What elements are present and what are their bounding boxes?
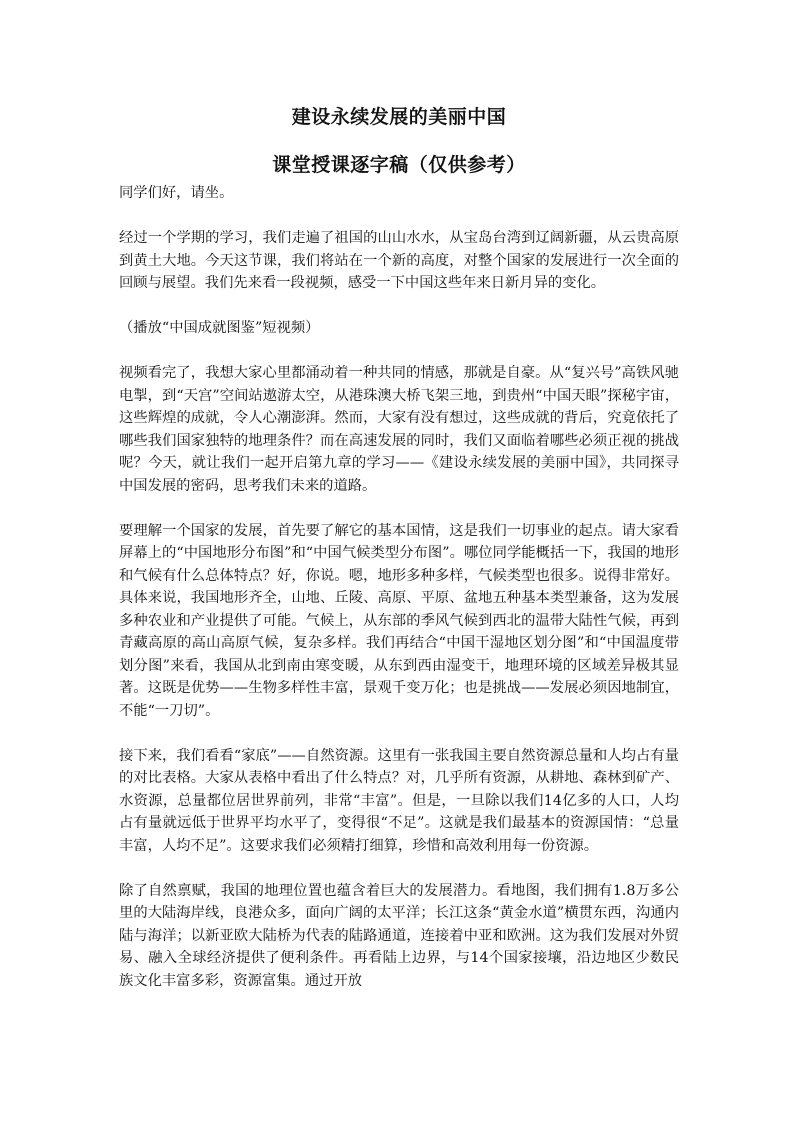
paragraph-geographic-location: 除了自然禀赋，我国的地理位置也蕴含着巨大的发展潜力。看地图，我们拥有1.8万多公里的大陆海岸线，良港众多，面向广阔的太平洋；长江这条“黄金水道”横贯东西，沟通内陆与海洋；以新亚欧大陆桥为代表的陆路通道，连接着中亚和欧洲。这为我们发展对外贸易、融入全球经济提供了便利条件。再看陆上边界，与14个国家接壤，沿边地区少数民族文化丰富多彩，资源富集。通过开放 [119,882,679,989]
paragraph-national-conditions: 要理解一个国家的发展，首先要了解它的基本国情，这是我们一切事业的起点。请大家看屏幕上的“中国地形分布图”和“中国气候类型分布图”。哪位同学能概括一下，我国的地形和气候有什么总体特点？好，你说。嗯，地形多种多样，气候类型也很多。说得非常好。具体来说，我国地形齐全，山地、丘陵、高原、平原、盆地五种基本类型兼备，这为发展多种农业和产业提供了可能。气候上，从东部的季风气候到西北的温带大陆性气候，再到青藏高原的高山高原气候，复杂多样。我们再结合“中国干湿地区划分图”和“中国温度带划分图”来看，我国从北到南由寒变暖，从东到西由湿变干，地理环境的区域差异极其显著。这既是优势——生物多样性丰富，景观千变万化；也是挑战——发展必须因地制宜，不能“一刀切”。 [119,522,679,719]
paragraph-intro: 经过一个学期的学习，我们走遍了祖国的山山水水，从宝岛台湾到辽阔新疆，从云贵高原到黄土大地。今天这节课，我们将站在一个新的高度，对整个国家的发展进行一次全面的回顾与展望。我们先来看一段视频，感受一下中国这些年来日新月异的变化。 [119,230,679,291]
document-title: 建设永续发展的美丽中国 [291,106,507,128]
paragraph-video-note: （播放“中国成就图鉴”短视频） [119,320,320,336]
document-subtitle: 课堂授课逐字稿（仅供参考） [272,154,526,176]
paragraph-greeting: 同学们好，请坐。 [119,185,234,201]
paragraph-natural-resources: 接下来，我们看看“家底”——自然资源。这里有一张我国主要自然资源总量和人均占有量的对比表格。大家从表格中看出了什么特点？对，几乎所有资源，从耕地、森林到矿产、水资源，总量都位居世界前列，非常“丰富”。但是，一旦除以我们14亿多的人口，人均占有量就远低于世界平均水平了，变得很“不足”。这就是我们最基本的资源国情：“总量丰富，人均不足”。这要求我们必须精打细算，珍惜和高效利用每一份资源。 [119,747,679,854]
document-page [119,100,679,992]
paragraph-achievements: 视频看完了，我想大家心里都涌动着一种共同的情感，那就是自豪。从“复兴号”高铁风驰电掣，到“天宫”空间站遨游太空，从港珠澳大桥飞架三地，到贵州“中国天眼”探秘宇宙，这些辉煌的成就，令人心潮澎湃。然而，大家有没有想过，这些成就的背后，究竟依托了哪些我们国家独特的地理条件？而在高速发展的同时，我们又面临着哪些必须正视的挑战呢？今天，就让我们一起开启第九章的学习——《建设永续发展的美丽中国》，共同探寻中国发展的密码，思考我们未来的道路。 [119,365,679,494]
